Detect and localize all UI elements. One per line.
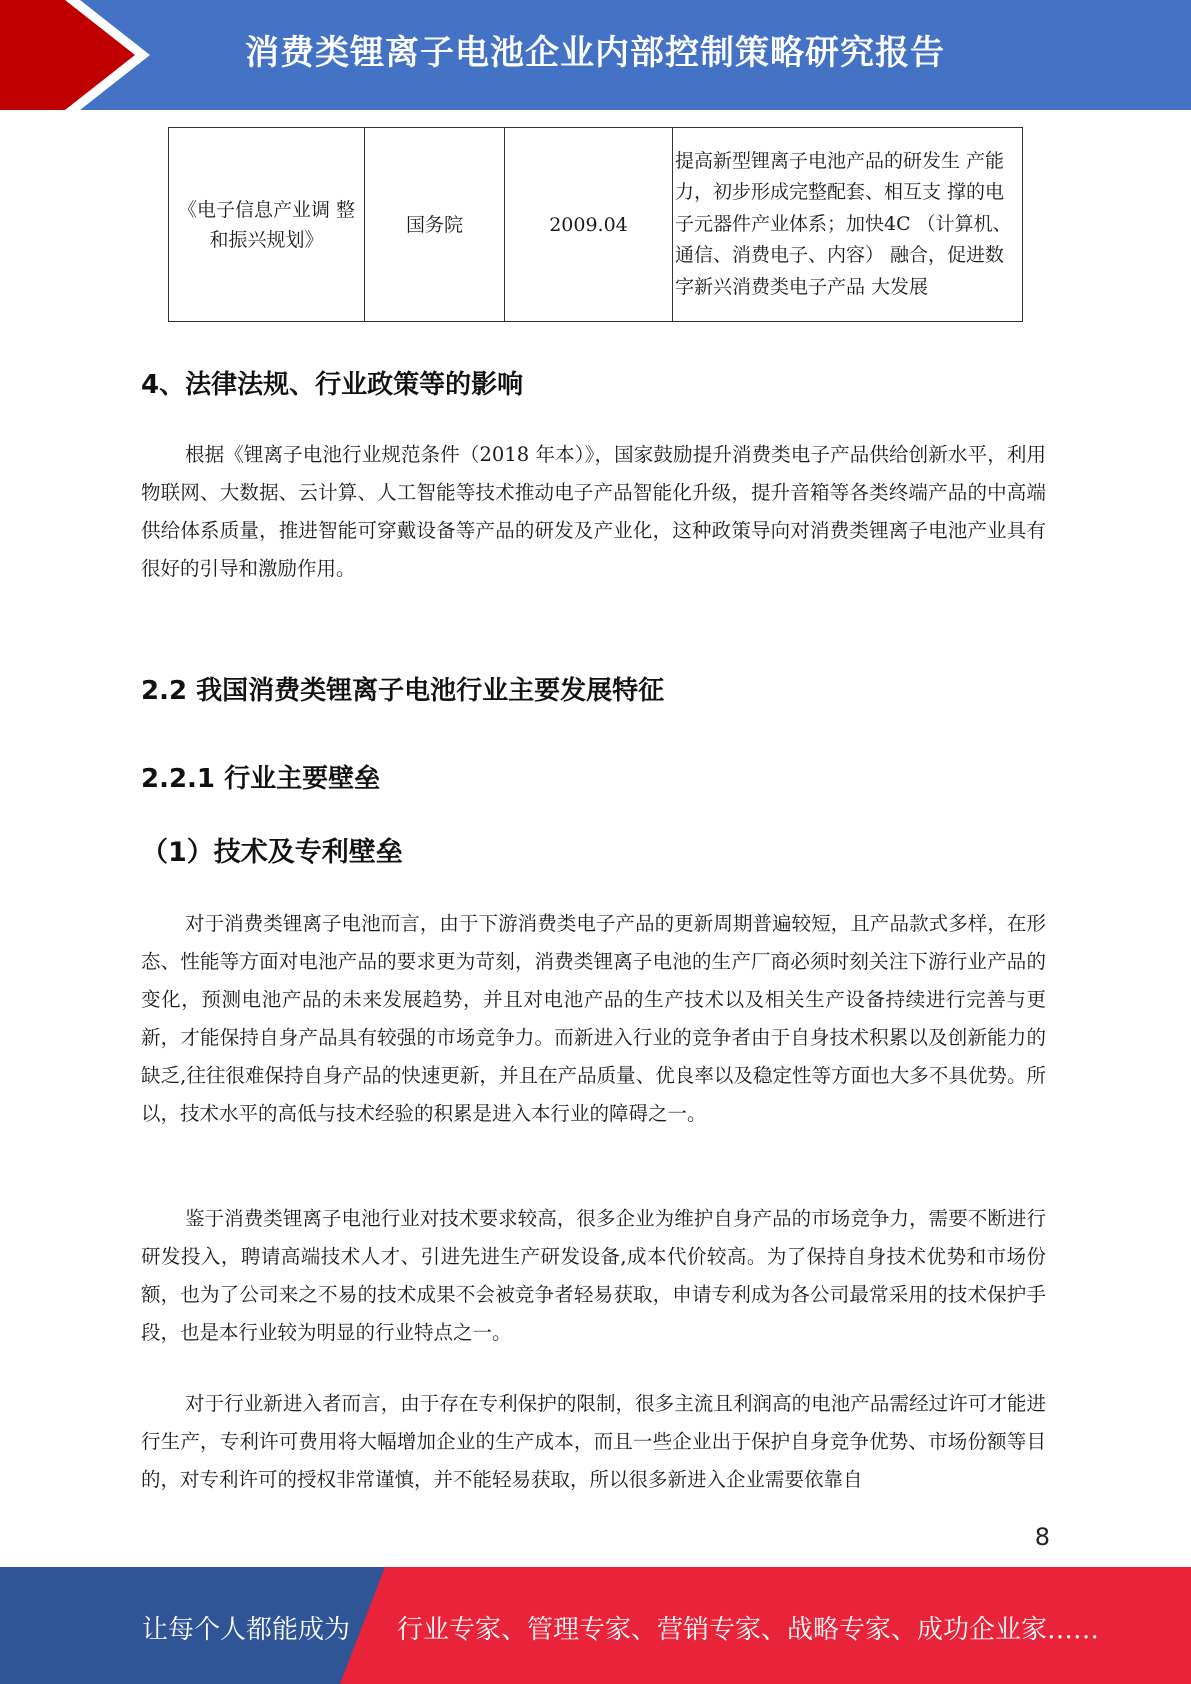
- footer-slogan-left: 让每个人都能成为: [142, 1615, 351, 1645]
- subsection-1-heading: （1）技术及专利壁垒: [141, 837, 403, 868]
- section-4-paragraph: 根据《锂离子电池行业规范条件（2018 年本）》，国家鼓励提升消费类电子产品供给创新水平，利用物联网、大数据、云计算、人工智能等技术推动电子产品智能化升级，提升音箱等各类终端产品的中高端供给体系质量，推进智能可穿戴设备等产品的研发及产业化，这种政策导向对消费类锂离子电池产业具有很好的引导和激励作用。: [141, 443, 1046, 580]
- table-row: [169, 128, 1023, 322]
- policy-content-cell: 提高新型锂离子电池产品的研发生 产能力，初步形成完整配套、相互支 撑的电子元器件产业体系；加快4C （计算机、通信、消费电子、内容） 融合，促进数字新兴消费类电子产品 大发展: [673, 128, 1023, 322]
- policy-table: [168, 127, 1023, 322]
- page-number: 8: [1034, 1523, 1050, 1551]
- body-paragraph-1: 对于消费类锂离子电池而言，由于下游消费类电子产品的更新周期普遍较短，且产品款式多样，在形态、性能等方面对电池产品的要求更为苛刻，消费类锂离子电池的生产厂商必须时刻关注下游行业产品的变化，预测电池产品的未来发展趋势，并且对电池产品的生产技术以及相关生产设备持续进行完善与更新，才能保持自身产品具有较强的市场竞争力。而新进入行业的竞争者由于自身技术积累以及创新能力的缺乏,往往很难保持自身产品的快速更新，并且在产品质量、优良率以及稳定性等方面也大多不具优势。所以，技术水平的高低与技术经验的积累是进入本行业的障碍之一。: [141, 912, 1046, 1125]
- report-title: 消费类锂离子电池企业内部控制策略研究报告: [245, 33, 945, 73]
- section-2-2-1-heading: 2.2.1 行业主要壁垒: [141, 764, 381, 794]
- body-paragraph-3: 对于行业新进入者而言，由于存在专利保护的限制，很多主流且利润高的电池产品需经过许可才能进行生产，专利许可费用将大幅增加企业的生产成本，而且一些企业出于保护自身竞争优势、市场份额等目的，对专利许可的授权非常谨慎，并不能轻易获取，所以很多新进入企业需要依靠自: [141, 1392, 1046, 1491]
- policy-name-cell: 《电子信息产业调 整和振兴规划》: [169, 128, 365, 322]
- section-2-2-heading: 2.2 我国消费类锂离子电池行业主要发展特征: [141, 676, 665, 706]
- footer-slogan-right: 行业专家、管理专家、营销专家、战略专家、成功企业家……: [397, 1615, 1100, 1645]
- section-4-heading: 4、法律法规、行业政策等的影响: [141, 370, 524, 400]
- policy-date-cell: 2009.04: [505, 128, 673, 322]
- policy-issuer-cell: 国务院: [365, 128, 505, 322]
- header-banner: [0, 0, 1191, 110]
- body-paragraph-2: 鉴于消费类锂离子电池行业对技术要求较高，很多企业为维护自身产品的市场竞争力，需要不断进行研发投入，聘请高端技术人才、引进先进生产研发设备,成本代价较高。为了保持自身技术优势和市场份额，也为了公司来之不易的技术成果不会被竞争者轻易获取，申请专利成为各公司最常采用的技术保护手段，也是本行业较为明显的行业特点之一。: [141, 1207, 1046, 1344]
